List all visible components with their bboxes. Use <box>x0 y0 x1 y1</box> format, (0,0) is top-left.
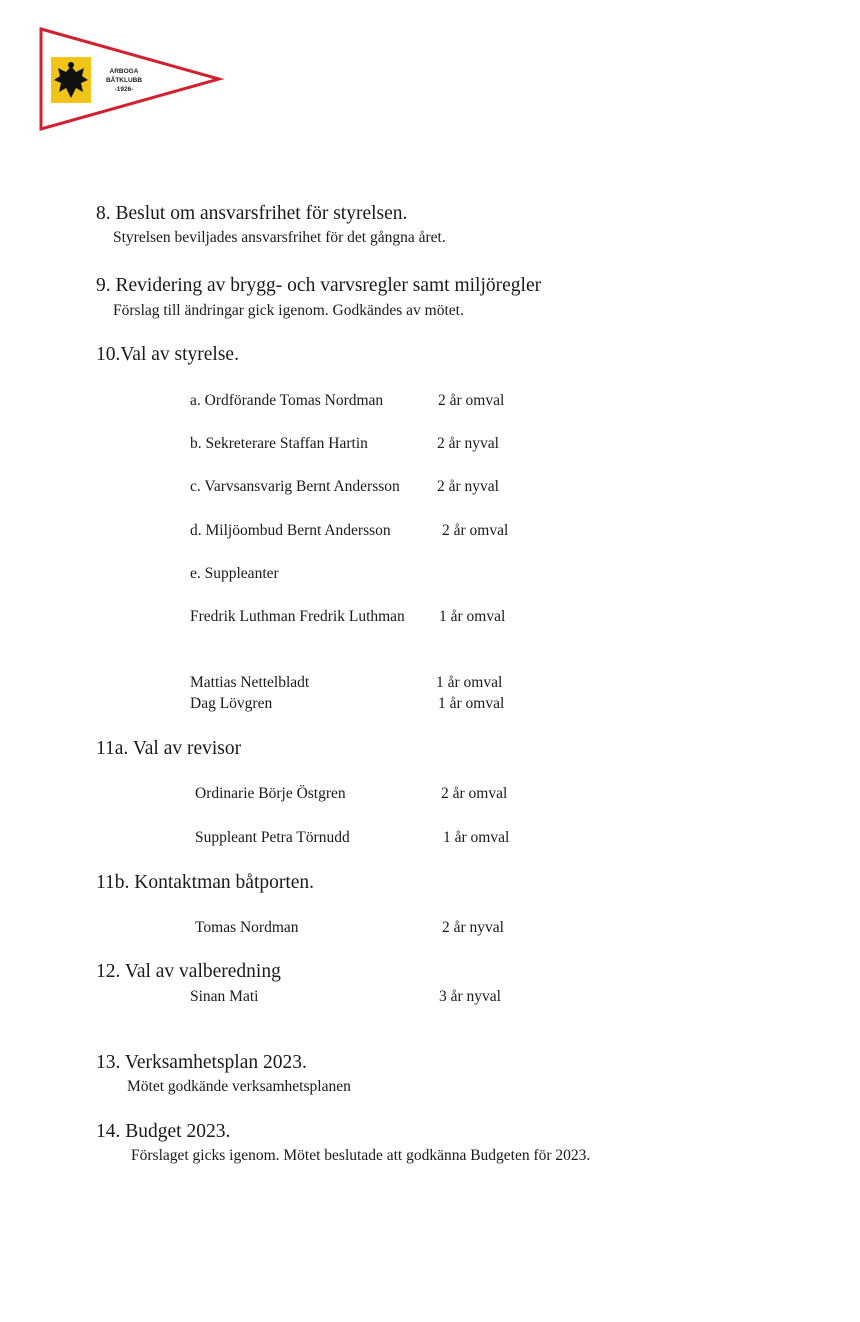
board-item-label: a. Ordförande Tomas Nordman <box>190 392 384 409</box>
section-8-text: Styrelsen beviljades ansvarsfrihet för det gångna året. <box>113 229 446 246</box>
section-11a-heading: 11a. Val av revisor <box>96 738 242 759</box>
section-11b-heading: 11b. Kontaktman båtporten. <box>96 872 315 893</box>
section-14-text: Förslaget gicks igenom. Mötet beslutade att godkänna Budgeten för 2023. <box>131 1147 591 1164</box>
board-item-label: d. Miljöombud Bernt Andersson <box>190 522 391 539</box>
revisor-label: Suppleant Petra Törnudd <box>195 829 350 846</box>
contact-term: 2 år nyval <box>442 919 504 936</box>
revisor-term: 1 år omval <box>443 829 510 846</box>
board-item-label: c. Varvsansvarig Bernt Andersson <box>190 478 400 495</box>
section-9-text: Förslag till ändringar gick igenom. Godkändes av mötet. <box>113 302 464 319</box>
section-13-text: Mötet godkände verksamhetsplanen <box>127 1078 351 1095</box>
logo-line-2: BÅTKLUBB <box>105 77 143 84</box>
logo-line-1: ARBOGA <box>109 68 139 75</box>
suppleant-name: Fredrik Luthman Fredrik Luthman <box>190 608 405 625</box>
club-pennant-logo <box>38 26 224 132</box>
contact-label: Tomas Nordman <box>195 919 299 936</box>
board-item-term: 2 år omval <box>438 392 505 409</box>
revisor-label: Ordinarie Börje Östgren <box>195 785 346 802</box>
section-14-heading: 14. Budget 2023. <box>96 1121 231 1142</box>
section-10-heading: 10.Val av styrelse. <box>96 344 239 365</box>
board-item-term: 2 år nyval <box>437 435 499 452</box>
suppleant-term: 1 år omval <box>438 695 505 712</box>
section-12-heading: 12. Val av valberedning <box>96 961 281 982</box>
section-13-heading: 13. Verksamhetsplan 2023. <box>96 1052 307 1073</box>
eagle-shield-icon <box>51 57 91 103</box>
suppleanter-label: e. Suppleanter <box>190 565 279 582</box>
board-item-label: b. Sekreterare Staffan Hartin <box>190 435 368 452</box>
suppleant-name: Dag Lövgren <box>190 695 273 712</box>
suppleant-name: Mattias Nettelbladt <box>190 674 310 691</box>
board-item-term: 2 år nyval <box>437 478 499 495</box>
section-8-heading: 8. Beslut om ansvarsfrihet för styrelsen. <box>96 203 408 224</box>
board-item-term: 2 år omval <box>442 522 509 539</box>
suppleant-term: 1 år omval <box>439 608 506 625</box>
logo-line-3: -1926- <box>114 86 134 93</box>
valberedning-term: 3 år nyval <box>439 988 501 1005</box>
valberedning-label: Sinan Mati <box>190 988 259 1005</box>
revisor-term: 2 år omval <box>441 785 508 802</box>
suppleant-term: 1 år omval <box>436 674 503 691</box>
section-9-heading: 9. Revidering av brygg- och varvsregler samt miljöregler <box>96 275 542 296</box>
